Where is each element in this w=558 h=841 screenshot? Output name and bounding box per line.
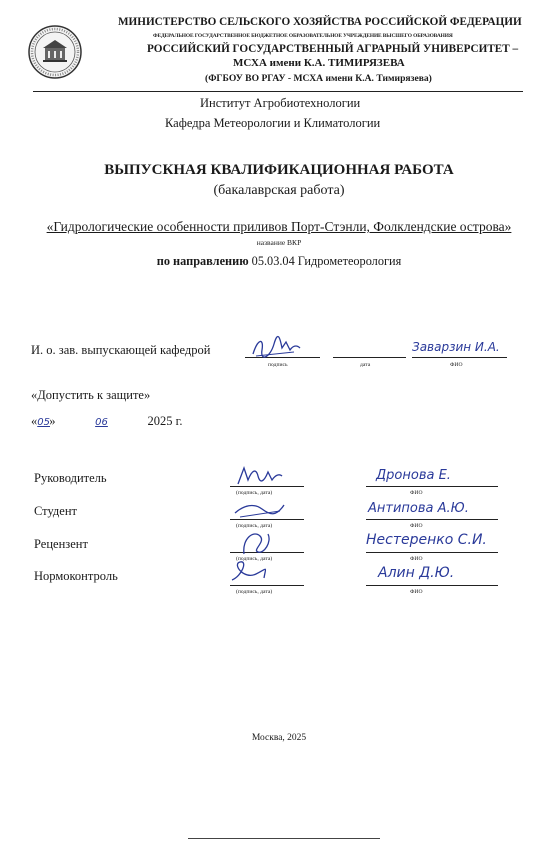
reviewer-name-handwritten: Нестеренко С.И. <box>366 532 487 548</box>
normcontrol-signature <box>226 556 273 591</box>
role-supervisor: Руководитель <box>34 471 107 485</box>
student-signature <box>232 497 287 526</box>
supervisor-caption-left: (подпись, дата) <box>236 490 273 496</box>
hod-signature-caption: подпись <box>268 362 288 368</box>
supervisor-name-line <box>366 486 498 487</box>
topic-caption: название ВКР <box>256 238 302 247</box>
admit-month: 06 <box>95 417 108 428</box>
admit-label: «Допустить к защите» <box>31 388 151 402</box>
supervisor-name-handwritten: Дронова Е. <box>376 468 451 483</box>
reviewer-name-line <box>366 552 498 553</box>
hod-date-caption: дата <box>360 362 371 368</box>
student-name-handwritten: Антипова А.Ю. <box>368 501 469 516</box>
admit-day: 05 <box>37 417 50 428</box>
work-type: (бакалаврская работа) <box>213 183 345 198</box>
hod-name-line <box>412 357 507 358</box>
role-student: Студент <box>34 504 77 518</box>
normcontrol-caption-right: ФИО <box>410 589 423 595</box>
university-seal-icon <box>27 24 83 80</box>
hod-date-line <box>333 357 406 358</box>
student-caption-left: (подпись, дата) <box>236 523 273 529</box>
city-year: Москва, 2025 <box>251 733 307 743</box>
university-line-2: МСХА имени К.А. ТИМИРЯЗЕВА <box>233 57 405 69</box>
head-of-department-label: И. о. зав. выпускающей кафедрой <box>31 343 211 357</box>
bottom-edge-line <box>188 838 380 839</box>
supervisor-caption-right: ФИО <box>410 490 423 496</box>
study-direction <box>0 254 558 269</box>
document-title: ВЫПУСКНАЯ КВАЛИФИКАЦИОННАЯ РАБОТА <box>104 162 454 178</box>
hod-name-handwritten: Заварзин И.А. <box>412 340 500 354</box>
student-name-line <box>366 519 498 520</box>
university-short-name: (ФГБОУ ВО РГАУ - МСХА имени К.А. Тимирязева) <box>205 73 432 84</box>
department-name: Кафедра Метеорологии и Климатологии <box>165 116 381 130</box>
supervisor-signature <box>234 462 284 493</box>
header-divider <box>33 91 523 92</box>
hod-name-caption: ФИО <box>450 362 463 368</box>
thesis-topic: «Гидрологические особенности приливов Порт-Стэнли, Фолклендские острова» <box>46 219 512 234</box>
admit-year: 2025 г. <box>147 414 183 428</box>
reviewer-caption-right: ФИО <box>410 556 423 562</box>
role-normcontrol: Нормоконтроль <box>34 569 118 583</box>
normcontrol-name-line <box>366 585 498 586</box>
normcontrol-caption-left: (подпись, дата) <box>236 589 273 595</box>
role-reviewer: Рецензент <box>34 537 88 551</box>
reviewer-caption-left: (подпись, дата) <box>236 556 273 562</box>
institution-type-line: ФЕДЕРАЛЬНОЕ ГОСУДАРСТВЕННОЕ БЮДЖЕТНОЕ ОБРАЗОВАТЕЛЬНОЕ УЧРЕЖДЕНИЕ ВЫСШЕГО ОБРАЗОВАНИЯ <box>153 33 453 39</box>
admit-date: «05» 06 2025 г. <box>31 414 183 428</box>
direction-prefix: по направлению <box>156 254 249 268</box>
university-line: РОССИЙСКИЙ ГОСУДАРСТВЕННЫЙ АГРАРНЫЙ УНИВЕРСИТЕТ – <box>147 43 519 55</box>
ministry-line: МИНИСТЕРСТВО СЕЛЬСКОГО ХОЗЯЙСТВА РОССИЙСКОЙ ФЕДЕРАЦИИ <box>118 16 522 28</box>
direction-value: 05.03.04 Гидрометеорология <box>251 254 402 268</box>
normcontrol-name-handwritten: Алин Д.Ю. <box>378 565 455 581</box>
student-caption-right: ФИО <box>410 523 423 529</box>
institute-name: Институт Агробиотехнологии <box>200 96 361 110</box>
